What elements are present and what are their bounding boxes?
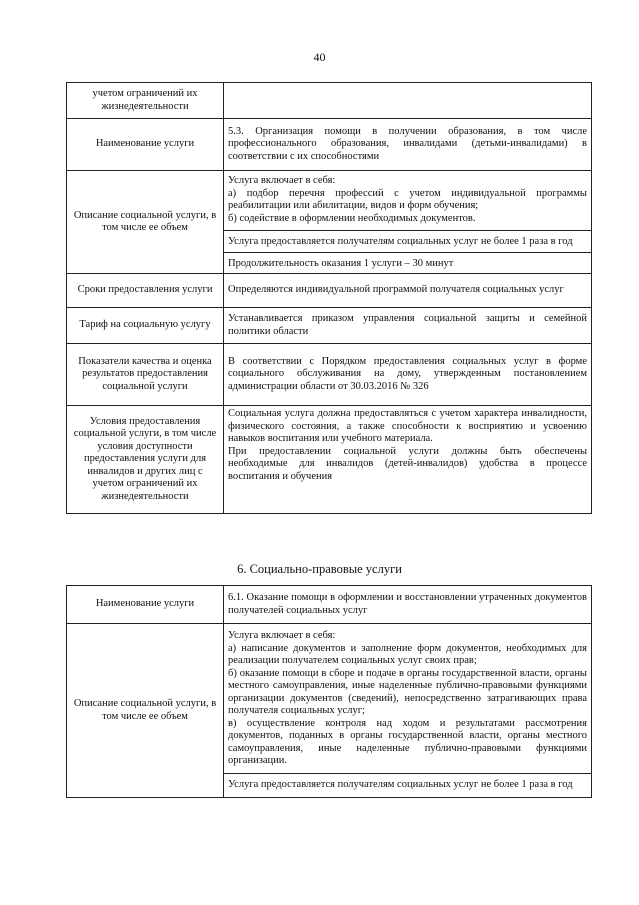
description-intro: Услуга включает в себя: [228, 630, 336, 641]
table-row [67, 624, 592, 798]
service-description [224, 171, 592, 274]
service-description [224, 624, 592, 798]
row-label: Наименование услуги [67, 586, 224, 624]
service-table-5-3 [66, 82, 592, 514]
row-value: Определяются индивидуальной программой получателя социальных услуг [224, 274, 592, 308]
service-name: 5.3. Организация помощи в получении образования, в том числе профессионального образования, инвалидами (детьми-инвалидами) в соответствии с их способностями [224, 119, 592, 171]
row-value [224, 83, 592, 119]
table-row [67, 586, 592, 624]
service-name: 6.1. Оказание помощи в оформлении и восстановлении утраченных документов получателей социальных услуг [224, 586, 592, 624]
list-item: б) оказание помощи в сборе и подаче в органы государственной власти, органы местного самоуправления, иные наделенные публично-правовыми функциями организации документов (сведений), непосредственно затрагивающих права получателя социальных услуг; [228, 667, 587, 716]
row-label: Описание социальной услуги, в том числе ее объем [67, 624, 224, 798]
table-row [67, 308, 592, 344]
conditions-text [224, 406, 592, 514]
list-item: а) написание документов и заполнение форм документов, необходимых для реализации получателем социальных услуг своих прав; [228, 642, 587, 666]
section-heading: 6. Социально-правовые услуги [237, 562, 402, 576]
description-list [228, 630, 587, 773]
description-intro: Услуга включает в себя: [228, 175, 336, 186]
row-label: Описание социальной услуги, в том числе ее объем [67, 171, 224, 274]
frequency-text: Услуга предоставляется получателям социальных услуг не более 1 раза в год [224, 773, 591, 798]
page-number: 40 [313, 50, 326, 64]
table-row [67, 274, 592, 308]
description-list [228, 175, 587, 230]
paragraph: При предоставлении социальной услуги должны быть обеспечены необходимые для инвалидов (детей-инвалидов) удобства в процессе воспитания и обучения [228, 445, 587, 482]
row-value: Устанавливается приказом управления социальной защиты и семейной политики области [224, 308, 592, 344]
row-label: учетом ограничений их жизнедеятельности [67, 83, 224, 119]
table-row [67, 83, 592, 119]
duration-text: Продолжительность оказания 1 услуги – 30 минут [224, 252, 591, 274]
row-value: В соответствии с Порядком предоставления социальных услуг в форме социального обслуживания на дому, утвержденным постановлением администрации области от 30.03.2016 № 326 [224, 344, 592, 406]
table-row [67, 344, 592, 406]
table-row [67, 171, 592, 274]
row-label: Наименование услуги [67, 119, 224, 171]
list-item: а) подбор перечня профессий с учетом индивидуальной программы реабилитации или абилитации, видов и форм обучения; [228, 187, 587, 211]
table-row [67, 406, 592, 514]
row-label: Сроки предоставления услуги [67, 274, 224, 308]
table-row [67, 119, 592, 171]
frequency-text: Услуга предоставляется получателям социальных услуг не более 1 раза в год [224, 230, 591, 252]
row-label: Тариф на социальную услугу [67, 308, 224, 344]
paragraph: Социальная услуга должна предоставляться с учетом характера инвалидности, физического состояния, а также способности к восприятию и усвоению навыков воспитания или учебного материала. [228, 408, 587, 444]
row-label: Показатели качества и оценка результатов предоставления социальной услуги [67, 344, 224, 406]
list-item: б) содействие в оформлении необходимых документов. [228, 212, 476, 224]
service-table-6-1 [66, 585, 592, 798]
list-item: в) осуществление контроля над ходом и результатами рассмотрения документов, поданных в органы государственной власти, органы местного самоуправления, иные наделенные публично-правовыми функциями организации. [228, 717, 587, 766]
row-label: Условия предоставления социальной услуги, в том числе условия доступности предоставления услуги для инвалидов и других лиц с учетом ограничений их жизнедеятельности [67, 406, 224, 514]
